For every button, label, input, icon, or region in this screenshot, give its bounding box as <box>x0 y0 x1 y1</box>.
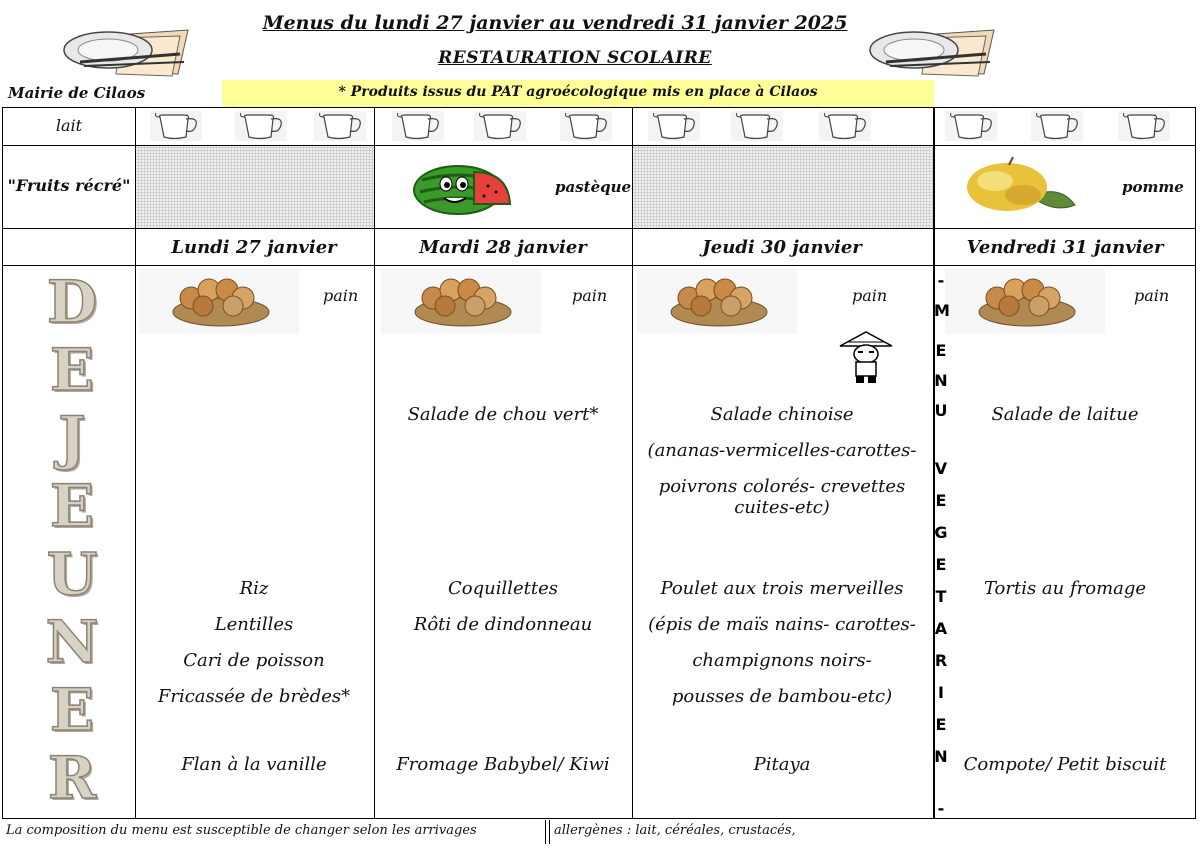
vegetarien-letter: A <box>934 619 948 638</box>
menu-plat-jeudi: champignons noirs- <box>692 650 872 671</box>
dejeuner-letter: R <box>47 744 97 812</box>
vegetarien-letter: E <box>935 555 947 574</box>
milk-jug-icon <box>235 111 287 141</box>
vegetarien-letter: E <box>935 715 947 734</box>
menu-plat-lundi: Riz <box>239 578 269 599</box>
pain-label: pain <box>323 286 359 305</box>
menu-entree-jeudi: (ananas-vermicelles-carottes- <box>647 440 917 461</box>
menu-plat-lundi: Cari de poisson <box>183 650 325 671</box>
day-header-jeudi: Jeudi 30 janvier <box>702 237 862 258</box>
milk-jug-icon <box>648 111 700 141</box>
dejeuner-letter: D <box>46 268 98 336</box>
row-label-fruits: "Fruits récré" <box>7 176 131 195</box>
menu-plat-jeudi: Poulet aux trois merveilles <box>660 578 904 599</box>
dejeuner-letter: E <box>49 676 95 744</box>
dejeuner-letter: N <box>45 608 99 676</box>
footer-note: La composition du menu est susceptible de changer selon les arrivages <box>6 823 477 838</box>
vegetarien-letter: V <box>934 459 948 478</box>
day-header-vendredi: Vendredi 31 janvier <box>966 237 1164 258</box>
menu-plat-vendredi: Tortis au fromage <box>983 578 1147 599</box>
vegetarien-letter: - <box>937 799 945 818</box>
menu-plat-mardi: Coquillettes <box>447 578 558 599</box>
bread-basket-icon <box>139 268 299 338</box>
menu-dessert-vendredi: Compote/ Petit biscuit <box>963 754 1167 775</box>
pain-label: pain <box>1134 286 1170 305</box>
vegetarien-letter: M <box>934 301 950 320</box>
day-header-lundi: Lundi 27 janvier <box>171 237 337 258</box>
vegetarien-letter: E <box>935 341 947 360</box>
milk-jug-icon <box>731 111 783 141</box>
vegetarien-letter: T <box>935 587 947 606</box>
footer-divider <box>545 820 546 844</box>
watermelon-icon <box>412 160 512 216</box>
menu-plat-lundi: Lentilles <box>214 614 294 635</box>
fruit-vendredi: pomme <box>1122 178 1184 196</box>
chinese-character-icon <box>836 328 896 386</box>
page-title: Menus du lundi 27 janvier au vendredi 31 janvier 2025 <box>262 12 848 34</box>
pain-label: pain <box>852 286 888 305</box>
vegetarien-letter: R <box>934 651 948 670</box>
milk-jug-icon <box>150 111 202 141</box>
milk-jug-icon <box>945 111 997 141</box>
menu-entree-mardi: Salade de chou vert* <box>407 404 599 425</box>
pat-note-banner: * Produits issus du PAT agroécologique mis en place à Cilaos <box>222 80 934 107</box>
bread-basket-icon <box>945 268 1105 338</box>
menu-dessert-jeudi: Pitaya <box>753 754 811 775</box>
empty-fruit-cell <box>633 146 933 228</box>
mairie-label: Mairie de Cilaos <box>8 84 146 102</box>
fruit-mardi: pastèque <box>555 178 632 196</box>
menu-plat-mardi: Rôti de dindonneau <box>413 614 593 635</box>
bread-basket-icon <box>381 268 541 338</box>
menu-plat-jeudi: pousses de bambou-etc) <box>671 686 893 707</box>
menu-entree-jeudi: Salade chinoise <box>710 404 854 425</box>
milk-jug-icon <box>1031 111 1083 141</box>
pain-label: pain <box>572 286 608 305</box>
footer-allergens: allergènes : lait, céréales, crustacés, <box>554 823 796 838</box>
day-header-mardi: Mardi 28 janvier <box>419 237 587 258</box>
milk-jug-icon <box>314 111 366 141</box>
row-label-lait: lait <box>55 116 83 135</box>
dejeuner-letter: J <box>58 404 86 472</box>
vegetarien-letter: N <box>934 371 948 390</box>
menu-entree-vendredi: Salade de laitue <box>991 404 1139 425</box>
vegetarien-letter: - <box>937 271 945 290</box>
page-subtitle: RESTAURATION SCOLAIRE <box>438 48 712 68</box>
apple-icon <box>965 155 1080 215</box>
menu-plat-lundi: Fricassée de brèdes* <box>157 686 351 707</box>
vegetarien-letter: E <box>935 491 947 510</box>
dejeuner-letter: E <box>49 336 95 404</box>
vegetarien-letter: I <box>938 683 944 702</box>
milk-jug-icon <box>392 111 444 141</box>
milk-jug-icon <box>1118 111 1170 141</box>
dejeuner-letter: U <box>46 540 98 608</box>
empty-fruit-cell <box>136 146 374 228</box>
menu-entree-jeudi: poivrons colorés- crevettes cuites-etc) <box>658 476 906 518</box>
menu-plat-jeudi: (épis de maïs nains- carottes- <box>648 614 916 635</box>
vegetarien-letter: N <box>934 747 948 766</box>
vegetarien-letter: G <box>934 523 948 542</box>
plate-cutlery-icon <box>866 22 996 82</box>
bread-basket-icon <box>637 268 797 338</box>
milk-jug-icon <box>819 111 871 141</box>
vegetarien-letter: U <box>934 401 948 420</box>
footer-divider <box>549 820 550 844</box>
menu-dessert-lundi: Flan à la vanille <box>181 754 327 775</box>
menu-dessert-mardi: Fromage Babybel/ Kiwi <box>396 754 610 775</box>
dejeuner-letter: E <box>49 472 95 540</box>
milk-jug-icon <box>474 111 526 141</box>
milk-jug-icon <box>560 111 612 141</box>
plate-cutlery-icon <box>60 22 190 82</box>
